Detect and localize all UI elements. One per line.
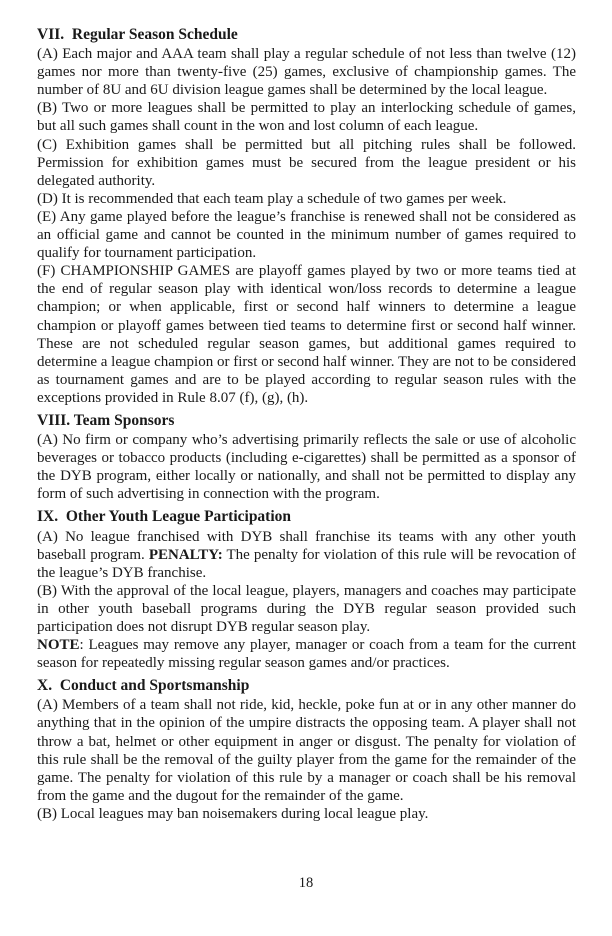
rule-vii-d: (D) It is recommended that each team play a schedule of two games per week. — [37, 190, 507, 207]
rule-ix-a-text-post: The penalty for violation of this rule will be revocation of the league’s DYB franchise. — [37, 546, 577, 581]
rule-ix-note — [37, 636, 576, 672]
page-number: 18 — [298, 875, 314, 891]
section-heading-viii: VIII. Team Sponsors — [37, 411, 175, 429]
section-heading-x: X. Conduct and Sportsmanship — [37, 677, 250, 695]
note-text: : Leagues may remove any player, manager or coach from a team for the current season for repeatedly missing regular season games and/or practices. — [37, 637, 576, 672]
note-label: NOTE — [37, 637, 80, 654]
penalty-label: PENALTY: — [148, 546, 223, 563]
rule-vii-b: (B) Two or more leagues shall be permitted to play an interlocking schedule of games, but all such games shall count in the won and lost column of each league. — [37, 100, 576, 135]
rule-ix-b: (B) With the approval of the local league, players, managers and coaches may participate in other youth baseball programs during the DYB regular season provided such participation does not disrupt DYB regular season play. — [37, 582, 576, 635]
section-heading-ix: IX. Other Youth League Participation — [37, 508, 292, 526]
page-content — [37, 26, 576, 823]
section-heading-vii: VII. Regular Season Schedule — [37, 26, 238, 43]
rule-vii-f: (F) CHAMPIONSHIP GAMES are playoff games played by two or more teams tied at the end of regular season play with identical won/loss records to determine a league champion; or when applicable, first or second half winners to determine a league champion or playoff games between tied teams to determine first or second half winner. These are not scheduled regular season games, but additional games required to determine a league champion or first or second half winner. They are not to be considered as tournament games and are to be played according to regular season rules with the exceptions provided in Rule 8.07 (f), (g), (h). — [37, 263, 576, 406]
rule-viii-a: (A) No firm or company who’s advertising primarily reflects the sale or use of alcoholic beverages or tobacco products (including e-cigarettes) shall be permitted as a sponsor of the DYB program, either locally or nationally, and shall not be permitted to display any form of such advertising in connection with the program. — [37, 432, 576, 503]
rule-x-a: (A) Members of a team shall not ride, kid, heckle, poke fun at or in any other manner do anything that in the opinion of the umpire distracts the opposing team. A player shall not throw a bat, helmet or other equipment in anger or disgust. The penalty for violation of this rule shall be the removal of the guilty player from the game for the remainder of the game. The penalty for violation of this rule by a manager or coach shall be his removal from the game and the dugout for the remainder of the game. — [37, 697, 576, 804]
rule-ix-a — [37, 528, 576, 582]
rule-vii-e: (E) Any game played before the league’s franchise is renewed shall not be considered as an official game and cannot be counted in the minimum number of games required to qualify for tournament participation. — [37, 208, 576, 262]
rule-x-b: (B) Local leagues may ban noisemakers during local league play. — [37, 805, 429, 822]
rule-ix-a-text-pre: (A) No league franchised with DYB shall franchise its teams with any other youth baseball program. — [37, 528, 576, 563]
rule-vii-a: (A) Each major and AAA team shall play a regular schedule of not less than twelve (12) games nor more than twenty-five (25) games, exclusive of championship games. The number of 8U and 6U division league games shall be determined by the local league. — [37, 46, 576, 99]
rule-vii-c: (C) Exhibition games shall be permitted but all pitching rules shall be followed. Permission for exhibition games must be secured from the league president or his delegated authority. — [37, 136, 576, 189]
